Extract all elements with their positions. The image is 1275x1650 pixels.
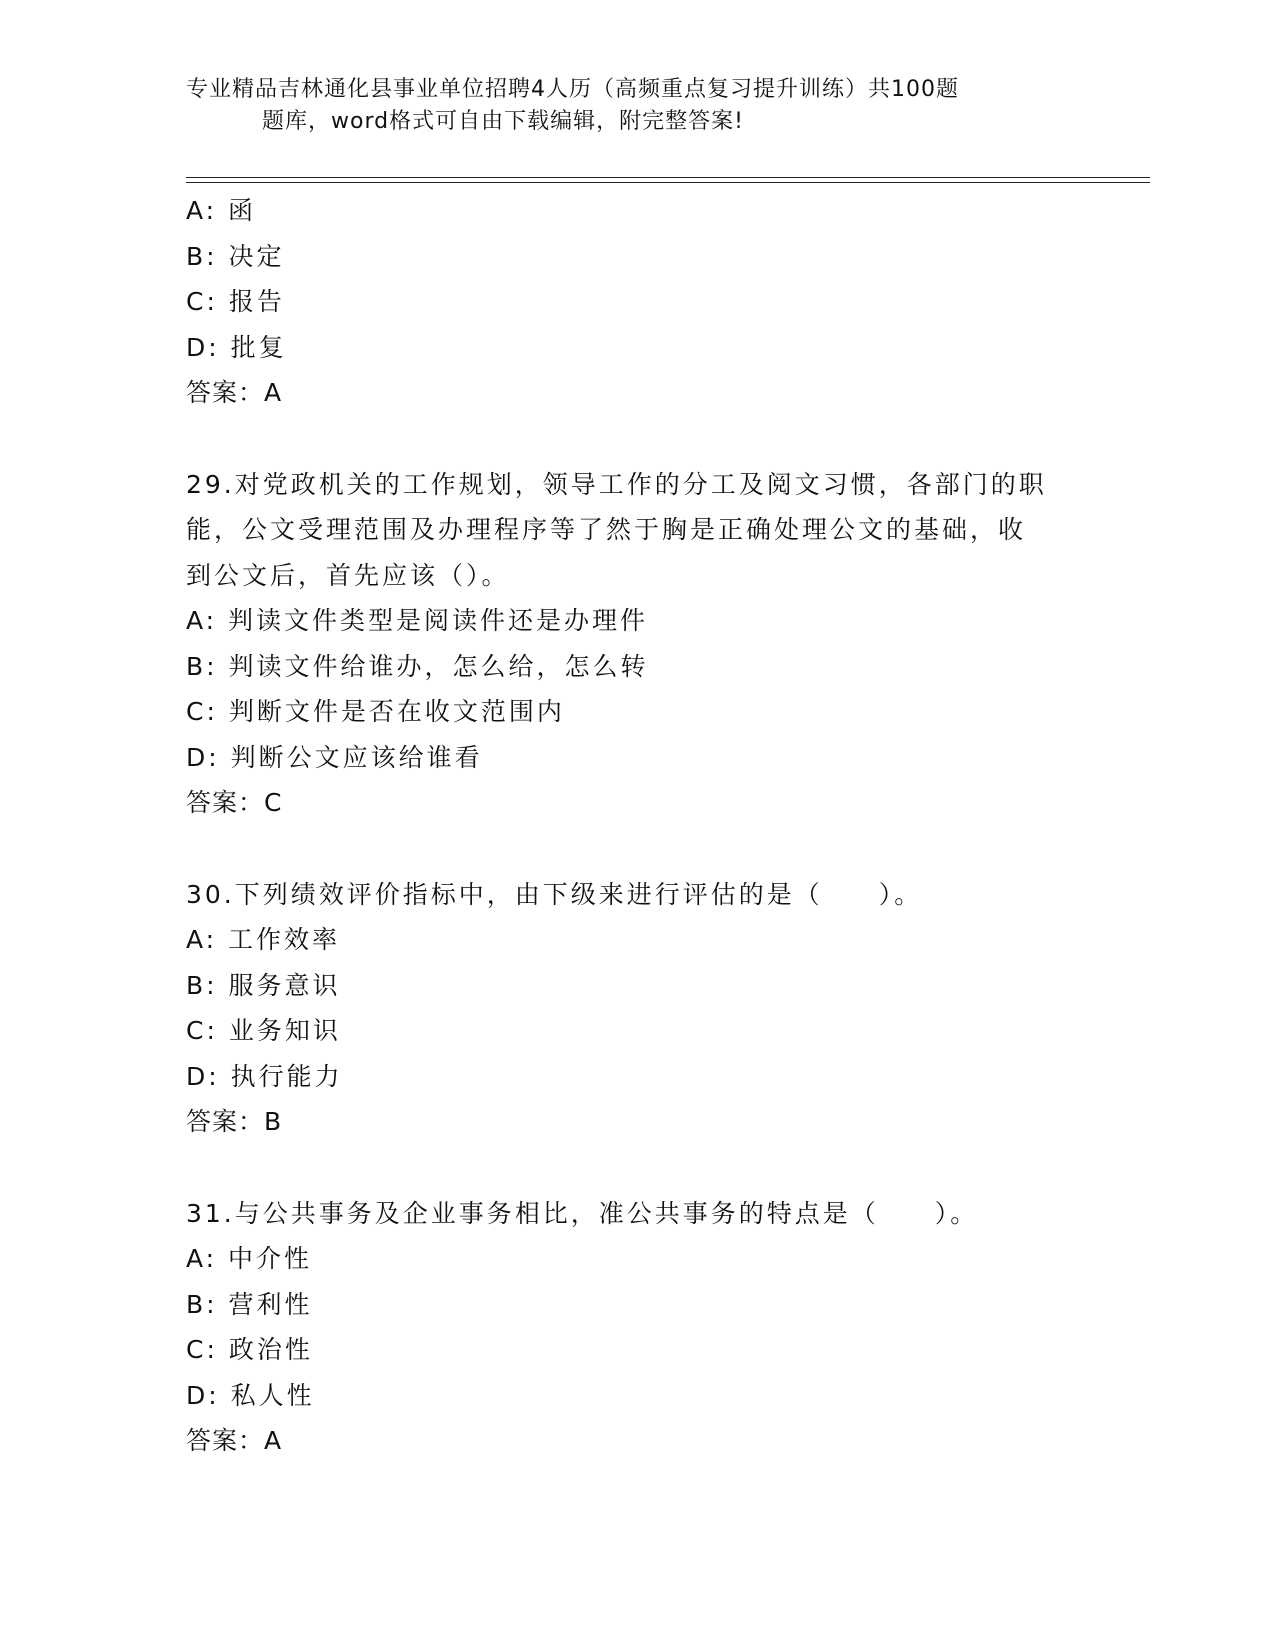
option-d: D: 私人性 [186, 1380, 315, 1410]
option-a: A: 函 [186, 196, 257, 225]
option-d: D: 执行能力 [186, 1061, 343, 1091]
question-text-line: 30.下列绩效评价指标中，由下级来进行评估的是（ ）。 [186, 879, 923, 909]
header-line-2: 题库，word格式可自由下载编辑，附完整答案! [262, 109, 744, 134]
answer: 答案：B [186, 1107, 283, 1136]
option-a: A: 判读文件类型是阅读件还是办理件 [186, 606, 649, 635]
option-b: B: 营利性 [186, 1289, 313, 1319]
option-b: B: 决定 [186, 241, 285, 271]
option-c: C: 政治性 [186, 1335, 313, 1364]
question-text-line: 29.对党政机关的工作规划，领导工作的分工及阅文习惯，各部门的职 [186, 469, 1047, 499]
answer: 答案：C [186, 788, 283, 817]
option-c: C: 业务知识 [186, 1016, 341, 1045]
option-b: B: 判读文件给谁办，怎么给，怎么转 [186, 651, 649, 681]
option-d: D: 批复 [186, 332, 287, 362]
question-text-line: 能，公文受理范围及办理程序等了然于胸是正确处理公文的基础，收 [186, 515, 1027, 544]
question-28-tail [186, 188, 1086, 416]
option-a: A: 工作效率 [186, 925, 341, 954]
option-c: C: 判断文件是否在收文范围内 [186, 697, 565, 726]
question-text-line: 到公文后，首先应该（）。 [186, 560, 510, 590]
question-text-line: 31.与公共事务及企业事务相比，准公共事务的特点是（ ）。 [186, 1198, 979, 1228]
option-a: A: 中介性 [186, 1244, 313, 1273]
header-rule-bottom [186, 182, 1150, 183]
document-header [186, 74, 1046, 138]
question-content [186, 188, 1086, 1464]
question-31 [186, 1191, 1086, 1464]
header-line-1: 专业精品吉林通化县事业单位招聘4人历（高频重点复习提升训练）共100题 [186, 77, 959, 102]
option-c: C: 报告 [186, 287, 285, 316]
header-rule-top [186, 177, 1150, 178]
question-30 [186, 872, 1086, 1145]
option-d: D: 判断公文应该给谁看 [186, 742, 483, 772]
answer: 答案：A [186, 378, 283, 407]
option-b: B: 服务意识 [186, 970, 341, 1000]
question-29 [186, 462, 1086, 826]
answer: 答案：A [186, 1426, 283, 1455]
